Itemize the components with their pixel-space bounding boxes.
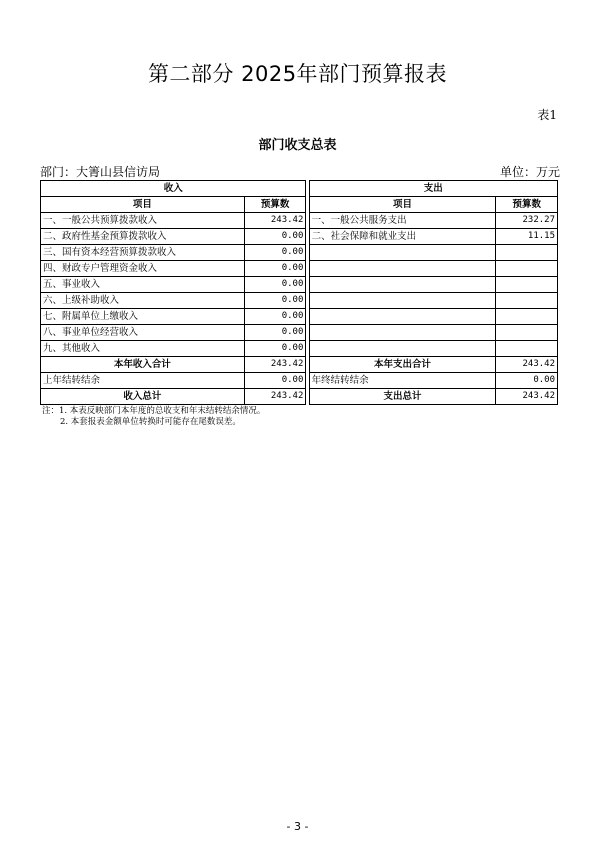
table-row	[41, 309, 558, 325]
income-value-cell: 0.00	[244, 293, 306, 309]
expense-value-cell	[496, 309, 558, 325]
expense-header: 支出	[309, 181, 557, 197]
table-group-header	[41, 181, 558, 197]
income-value-cell: 0.00	[244, 341, 306, 357]
income-total-value: 243.42	[244, 389, 306, 405]
unit-label: 单位：万元	[499, 165, 560, 179]
table-row	[41, 325, 558, 341]
expense-value-cell: 232.27	[496, 213, 558, 229]
expense-value-cell	[496, 277, 558, 293]
income-item-cell: 四、财政专户管理资金收入	[41, 261, 245, 277]
table-totals	[41, 357, 558, 405]
table-column-header	[41, 197, 558, 213]
income-item-cell: 六、上级补助收入	[41, 293, 245, 309]
year-expense-label: 本年支出合计	[309, 357, 496, 373]
expense-item-cell: 一、一般公共服务支出	[309, 213, 496, 229]
note-1: 注：1. 本表反映部门本年度的总收支和年末结转结余情况。	[42, 406, 266, 416]
income-budget-header: 预算数	[244, 197, 306, 213]
expense-total-value: 243.42	[496, 389, 558, 405]
note-2: 2. 本套报表金额单位转换时可能存在尾数误差。	[60, 417, 241, 427]
expense-item-cell	[309, 309, 496, 325]
table-row	[41, 229, 558, 245]
income-value-cell: 0.00	[244, 261, 306, 277]
expense-value-cell: 11.15	[496, 229, 558, 245]
expense-item-cell	[309, 261, 496, 277]
table-row	[41, 245, 558, 261]
carry-out-value: 0.00	[496, 373, 558, 389]
expense-item-cell: 二、社会保障和就业支出	[309, 229, 496, 245]
expense-total-label: 支出总计	[309, 389, 496, 405]
income-item-cell: 九、其他收入	[41, 341, 245, 357]
income-value-cell: 0.00	[244, 245, 306, 261]
table-row	[41, 341, 558, 357]
table-title: 部门收支总表	[258, 138, 337, 153]
table-row	[41, 293, 558, 309]
expense-value-cell	[496, 293, 558, 309]
year-income-label: 本年收入合计	[41, 357, 245, 373]
income-item-cell: 三、国有资本经营预算拨款收入	[41, 245, 245, 261]
income-total-label: 收入总计	[41, 389, 245, 405]
expense-item-cell	[309, 277, 496, 293]
income-item-cell: 五、事业收入	[41, 277, 245, 293]
income-item-header: 项目	[41, 197, 245, 213]
income-item-cell: 七、附属单位上缴收入	[41, 309, 245, 325]
carry-in-label: 上年结转结余	[41, 373, 245, 389]
table-row	[41, 357, 558, 373]
expense-value-cell	[496, 261, 558, 277]
year-expense-value: 243.42	[496, 357, 558, 373]
expense-item-cell	[309, 245, 496, 261]
expense-item-cell	[309, 341, 496, 357]
expense-value-cell	[496, 325, 558, 341]
summary-table	[40, 180, 558, 405]
expense-item-header: 项目	[309, 197, 496, 213]
table-row	[41, 389, 558, 405]
income-value-cell: 0.00	[244, 325, 306, 341]
department-label: 部门：大箐山县信访局	[40, 165, 161, 179]
table-body	[41, 213, 558, 357]
notes	[42, 406, 265, 428]
income-item-cell: 二、政府性基金预算拨款收入	[41, 229, 245, 245]
income-item-cell: 八、事业单位经营收入	[41, 325, 245, 341]
year-income-value: 243.42	[244, 357, 306, 373]
income-value-cell: 0.00	[244, 277, 306, 293]
income-value-cell: 243.42	[244, 213, 306, 229]
table-row	[41, 213, 558, 229]
carry-in-value: 0.00	[244, 373, 306, 389]
expense-item-cell	[309, 325, 496, 341]
expense-budget-header: 预算数	[496, 197, 558, 213]
income-value-cell: 0.00	[244, 229, 306, 245]
expense-value-cell	[496, 245, 558, 261]
table-number: 表1	[537, 108, 557, 122]
page-number: - 3 -	[286, 820, 309, 833]
table-row	[41, 261, 558, 277]
table-row	[41, 277, 558, 293]
table-row	[41, 373, 558, 389]
income-value-cell: 0.00	[244, 309, 306, 325]
expense-value-cell	[496, 341, 558, 357]
page-title: 第二部分 2025年部门预算报表	[147, 62, 448, 86]
expense-item-cell	[309, 293, 496, 309]
carry-out-label: 年终结转结余	[309, 373, 496, 389]
income-header: 收入	[41, 181, 306, 197]
income-item-cell: 一、一般公共预算拨款收入	[41, 213, 245, 229]
